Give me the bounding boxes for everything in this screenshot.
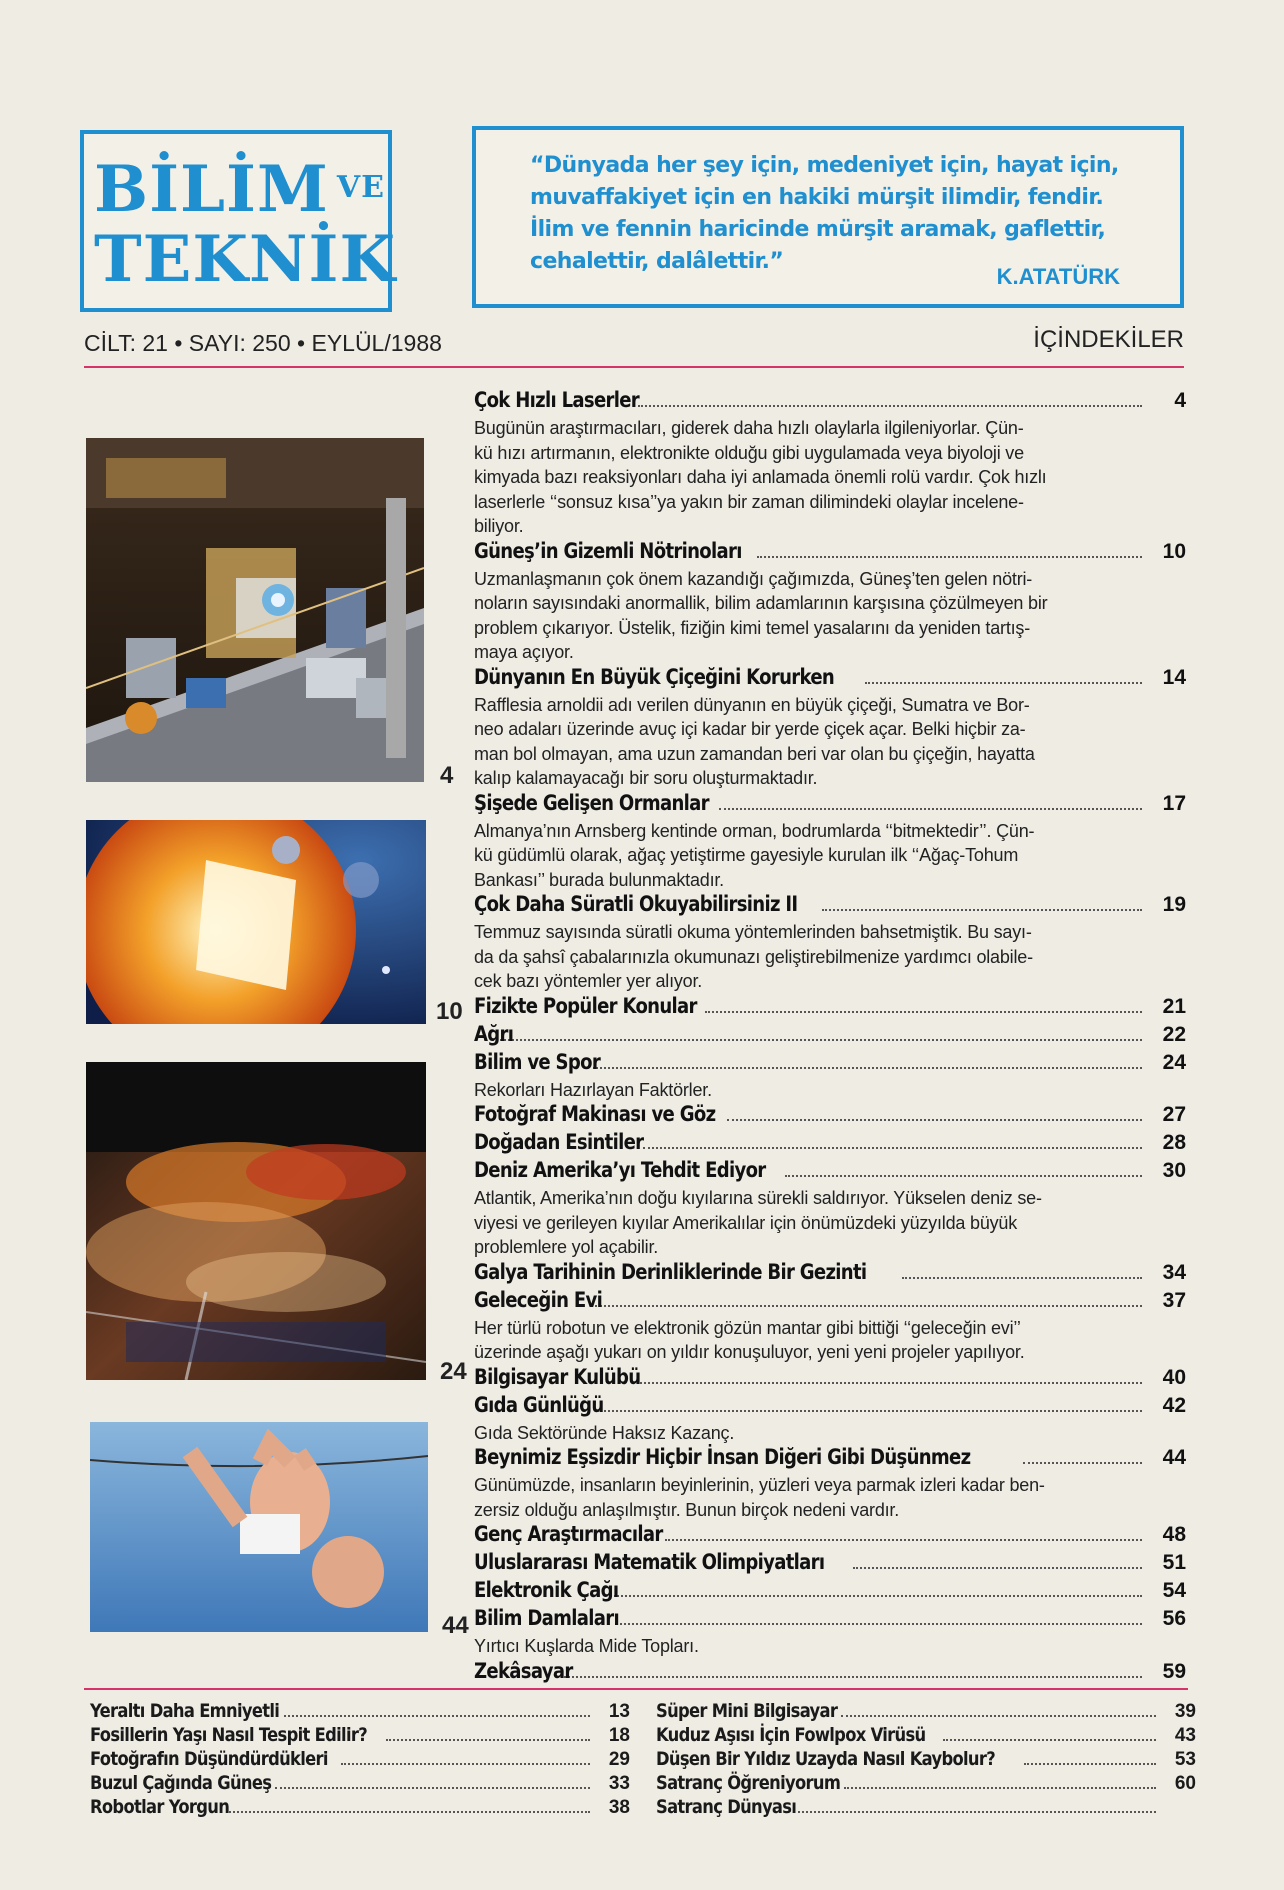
bottom-item-page: 38 xyxy=(608,1797,630,1818)
toc-entry-page: 28 xyxy=(1162,1131,1186,1154)
toc-entry-description: da da şahsî çabalarınızla okumunazı geliştirebilmenize yardımcı olabile- xyxy=(474,946,1033,967)
bottom-item-page: 29 xyxy=(608,1749,630,1770)
dot-leader xyxy=(719,796,1142,810)
baby-hanging-photo xyxy=(90,1422,428,1632)
dot-leader xyxy=(1024,1753,1156,1765)
bottom-list-item xyxy=(90,1700,630,1724)
bottom-list-item xyxy=(90,1724,630,1748)
toc-entry-description: zersiz olduğu anlaşılmıştır. Bunun birçok nedeni vardır. xyxy=(474,1499,900,1520)
dot-leader xyxy=(665,1527,1142,1541)
toc-entry-head xyxy=(474,1606,1186,1634)
toc-entry-title: Dünyanın En Büyük Çiçeğini Korurken xyxy=(474,664,835,689)
toc-entry-description: biliyor. xyxy=(474,516,524,536)
toc-entry-description: Uzmanlaşmanın çok önem kazandığı çağımızda, Güneş’ten gelen nötri- xyxy=(474,568,1033,589)
toc-entry-head xyxy=(474,1260,1186,1288)
toc-entry-page: 24 xyxy=(1162,1050,1186,1074)
toc-entry-description: Almanya’nın Arnsberg kentinde orman, bodrumlarda ‘‘bitmektedir’’. Çün- xyxy=(474,820,1035,841)
dot-leader xyxy=(640,1370,1142,1384)
bottom-item-page: 33 xyxy=(608,1773,630,1794)
toc-entry-page: 54 xyxy=(1162,1579,1186,1602)
quote-author: K.ATATÜRK xyxy=(996,264,1120,289)
dot-leader xyxy=(793,1801,1156,1813)
toc-entry-description: Bugünün araştırmacıları, giderek daha hızlı olaylarla ilgileniyorlar. Çün- xyxy=(474,418,1024,438)
toc-entry xyxy=(474,994,1186,1022)
toc-entry-description: kü hızı artırmanın, elektronikte olduğu gibi uygulamada veya biyoloji ve xyxy=(474,442,1024,463)
toc-entry xyxy=(474,1606,1186,1659)
toc-entry-page: 48 xyxy=(1162,1523,1186,1546)
toc-entry-head xyxy=(474,1022,1186,1050)
toc-entry-description: Yırtıcı Kuşlarda Mide Topları. xyxy=(474,1636,699,1656)
toc-entry xyxy=(474,665,1186,791)
dot-leader xyxy=(614,1583,1142,1597)
toc-entry-title: Deniz Amerika’yı Tehdit Ediyor xyxy=(474,1158,766,1182)
bottom-list-right xyxy=(656,1700,1196,1820)
toc-entry xyxy=(474,1393,1186,1446)
toc-entry xyxy=(474,1550,1186,1578)
toc-entry xyxy=(474,388,1186,539)
toc-entry-description: viyesi ve gerileyen kıyılar Amerikalılar için önümüzdeki yüzyılda büyük xyxy=(474,1212,1018,1233)
bottom-list-item xyxy=(90,1796,630,1820)
bottom-item-title: Kuduz Aşısı İçin Fowlpox Virüsü xyxy=(656,1724,926,1746)
toc-entry-page: 10 xyxy=(1162,539,1186,563)
toc-entry-head xyxy=(474,1522,1186,1550)
toc-entry-head xyxy=(474,1659,1186,1687)
toc-entry-head xyxy=(474,1550,1186,1578)
dot-leader xyxy=(492,1027,1142,1041)
toc-entry-description: kü güdümlü olarak, ağaç yetiştirme gayesiyle kurulan ilk ‘‘Ağaç-Tohum xyxy=(474,845,1019,865)
dot-leader xyxy=(284,1705,590,1717)
dot-leader xyxy=(615,1611,1142,1625)
toc-entry-description: Rekorları Hazırlayan Faktörler. xyxy=(474,1079,712,1100)
bottom-item-title: Buzul Çağında Güneş xyxy=(90,1772,272,1794)
bottom-list-item xyxy=(656,1772,1196,1796)
toc-entry-title: Doğadan Esintiler xyxy=(474,1130,644,1154)
toc-entry-page: 51 xyxy=(1162,1551,1186,1574)
sun-neutrino-illustration xyxy=(86,820,426,1024)
bottom-list-item xyxy=(656,1724,1196,1748)
dot-leader xyxy=(822,897,1142,911)
toc-entry-description: üzerinde aşağı yukarı on yıldır konuşuluyor, yeni yeni projeler yapılıyor. xyxy=(474,1342,1025,1362)
bottom-item-page: 13 xyxy=(608,1701,630,1722)
toc-entry-description: Her türlü robotun ve elektronik gözün mantar gibi bittiği ‘‘geleceğin evi’’ xyxy=(474,1317,1021,1338)
toc-entry xyxy=(474,1365,1186,1393)
logo-line1 xyxy=(94,152,385,227)
laser-lab-photo xyxy=(86,438,424,782)
bottom-item-page: 60 xyxy=(1174,1773,1196,1794)
toc-entry-title: Çok Hızlı Laserler xyxy=(474,388,640,412)
toc-entry-title: Gıda Günlüğü xyxy=(474,1392,604,1417)
toc-entry-title: Şişede Gelişen Ormanlar xyxy=(474,790,709,815)
toc-entry-head xyxy=(474,1445,1186,1473)
toc-entry-title: Elektronik Çağı xyxy=(474,1578,619,1602)
bottom-list-item xyxy=(656,1748,1196,1772)
toc-entry-head xyxy=(474,1578,1186,1606)
quote-text: “Dünyada her şey için, medeniyet için, hayat için, muvaffakiyet için en hakiki mürşit ilimdir, fendir. İlim ve fennin haricinde mürşit aramak, gaflettir, cehalettir, dalâlettir.” xyxy=(530,153,1119,274)
toc-entry xyxy=(474,1050,1186,1103)
dot-leader xyxy=(785,1163,1142,1177)
toc-entry-title: Zekâsayar xyxy=(474,1658,573,1683)
sprinters-photo xyxy=(86,1062,426,1380)
toc-entry xyxy=(474,539,1186,665)
toc-entry-description: Atlantik, Amerika’nın doğu kıyılarına sürekli saldırıyor. Yükselen deniz se- xyxy=(474,1188,1042,1208)
toc-entry-head xyxy=(474,892,1186,920)
toc-entry-description: problem çıkarıyor. Üstelik, fiziğin kimi temel yasalarını da yeniden tartış- xyxy=(474,617,1031,638)
toc-entry xyxy=(474,1102,1186,1130)
photo-number-4: 44 xyxy=(442,1612,469,1639)
bottom-list-item xyxy=(90,1772,630,1796)
toc-entry-description: man bol olmayan, ama uzun zamandan beri var olan bu çiçeğin, hayatta xyxy=(474,743,1035,764)
dot-leader xyxy=(275,1777,590,1789)
photo-number-3: 24 xyxy=(440,1358,467,1385)
toc-entry-description: noların sayısındaki anormallik, bilim adamlarının karşısına çözülmeyen bir xyxy=(474,593,1048,613)
dot-leader xyxy=(943,1729,1156,1741)
bottom-item-title: Fosillerin Yaşı Nasıl Tespit Edilir? xyxy=(90,1724,368,1746)
dot-leader xyxy=(595,1293,1142,1307)
toc-entry-title: Fizikte Popüler Konular xyxy=(474,993,697,1018)
toc-entry-head xyxy=(474,1050,1186,1078)
bottom-item-title: Düşen Bir Yıldız Uzayda Nasıl Kaybolur? xyxy=(656,1748,996,1770)
bottom-list-item xyxy=(656,1796,1196,1820)
dot-leader xyxy=(643,1135,1142,1149)
dot-leader xyxy=(386,1729,590,1741)
logo-line2: TEKNİK xyxy=(94,222,397,297)
toc-entry-title: Uluslararası Matematik Olimpiyatları xyxy=(474,1550,825,1574)
toc-entry-head xyxy=(474,1130,1186,1158)
dot-leader xyxy=(638,393,1142,407)
bottom-list-left xyxy=(90,1700,630,1820)
dot-leader xyxy=(841,1705,1156,1717)
quote-box xyxy=(472,126,1184,308)
toc-entry-description: Günümüzde, insanların beyinlerinin, yüzleri veya parmak izleri kadar ben- xyxy=(474,1475,1045,1495)
bottom-item-page: 43 xyxy=(1174,1725,1196,1746)
toc-entry-page: 56 xyxy=(1162,1607,1186,1630)
toc-entry-description: Gıda Sektöründe Haksız Kazanç. xyxy=(474,1422,735,1443)
toc-entry xyxy=(474,1522,1186,1550)
dot-leader xyxy=(341,1753,590,1765)
toc-entry-description: laserlerle ‘‘sonsuz kısa’’ya yakın bir zaman dilimindeki olaylar incelene- xyxy=(474,491,1024,512)
toc-entry xyxy=(474,1158,1186,1260)
bottom-item-page: 39 xyxy=(1174,1701,1196,1722)
dot-leader xyxy=(865,670,1142,684)
toc-entry xyxy=(474,1659,1186,1687)
bottom-rule xyxy=(84,1688,1188,1690)
toc-entry-head xyxy=(474,1365,1186,1393)
issue-info: CİLT: 21 • SAYI: 250 • EYLÜL/1988 xyxy=(84,330,442,356)
toc-entry-description: neo adaları üzerinde avuç içi kadar bir yerde çiçek açar. Belki hiçbir za- xyxy=(474,719,1026,739)
toc-entry-title: Ağrı xyxy=(474,1021,514,1046)
sprinters-graphic xyxy=(86,1062,426,1380)
toc-entry-description: maya açıyor. xyxy=(474,642,574,662)
toc-entry-page: 30 xyxy=(1162,1159,1186,1182)
bottom-item-title: Satranç Öğreniyorum xyxy=(656,1772,841,1794)
photo-number-1: 4 xyxy=(440,762,454,789)
toc-entry xyxy=(474,1022,1186,1050)
toc-entry-title: Bilim ve Spor xyxy=(474,1049,601,1074)
toc-entry-head xyxy=(474,1288,1186,1316)
dot-leader xyxy=(597,1398,1142,1412)
toc-entry xyxy=(474,1130,1186,1158)
toc-entry-head xyxy=(474,1158,1186,1186)
toc-entry-title: Galya Tarihinin Derinliklerinde Bir Gezinti xyxy=(474,1259,867,1284)
contents-label: İÇİNDEKİLER xyxy=(1033,326,1184,353)
bottom-item-title: Satranç Dünyası xyxy=(656,1796,797,1818)
toc-entry-page: 22 xyxy=(1162,1022,1186,1046)
toc-entry-page: 14 xyxy=(1162,665,1186,689)
bottom-item-title: Yeraltı Daha Emniyetli xyxy=(90,1700,280,1722)
dot-leader xyxy=(561,1664,1142,1678)
toc-entry-page: 40 xyxy=(1162,1365,1186,1389)
sun-graphic xyxy=(86,820,426,1024)
toc-entry-page: 17 xyxy=(1162,791,1186,815)
toc-list xyxy=(474,388,1186,1687)
dot-leader xyxy=(1023,1450,1142,1464)
dot-leader xyxy=(844,1777,1156,1789)
toc-entry-title: Genç Araştırmacılar xyxy=(474,1522,663,1546)
baby-graphic xyxy=(90,1422,428,1632)
toc-entry-head xyxy=(474,539,1186,567)
toc-entry-page: 19 xyxy=(1162,893,1186,916)
toc-entry-title: Bilgisayar Kulübü xyxy=(474,1364,641,1389)
bottom-item-page: 18 xyxy=(608,1725,630,1746)
toc-entry-page: 44 xyxy=(1162,1446,1186,1469)
bottom-list-item xyxy=(656,1700,1196,1724)
dot-leader xyxy=(853,1555,1142,1569)
toc-entry-page: 42 xyxy=(1162,1393,1186,1417)
toc-entry-description: kalıp kalamayacağı bir soru oluşturmaktadır. xyxy=(474,768,818,788)
bottom-item-page: 53 xyxy=(1174,1749,1196,1770)
toc-entry xyxy=(474,1578,1186,1606)
toc-entry-description: cek bazı yöntemler yer alıyor. xyxy=(474,971,703,991)
toc-entry-head xyxy=(474,994,1186,1022)
toc-entry-page: 59 xyxy=(1162,1659,1186,1683)
toc-entry-page: 27 xyxy=(1162,1103,1186,1126)
toc-entry-title: Güneş’in Gizemli Nötrinoları xyxy=(474,538,742,563)
toc-entry-head xyxy=(474,388,1186,416)
toc-entry-page: 4 xyxy=(1174,389,1186,412)
toc-entry-title: Çok Daha Süratli Okuyabilirsiniz II xyxy=(474,892,798,916)
toc-entry-head xyxy=(474,1102,1186,1130)
top-rule xyxy=(84,366,1184,368)
toc-entry-page: 34 xyxy=(1162,1260,1186,1284)
toc-entry-page: 21 xyxy=(1162,994,1186,1018)
bottom-item-title: Robotlar Yorgun xyxy=(90,1796,230,1818)
toc-entry-description: problemlere yol açabilir. xyxy=(474,1237,659,1257)
toc-entry-title: Beynimiz Eşsizdir Hiçbir İnsan Diğeri Gibi Düşünmez xyxy=(474,1445,971,1469)
toc-entry-head xyxy=(474,665,1186,693)
toc-entry-head xyxy=(474,791,1186,819)
logo-word-ve: VE xyxy=(336,170,385,205)
bottom-list-item xyxy=(90,1748,630,1772)
bottom-item-title: Fotoğrafın Düşündürdükleri xyxy=(90,1748,328,1770)
photo-number-2: 10 xyxy=(436,998,463,1025)
dot-leader xyxy=(757,544,1142,558)
toc-entry xyxy=(474,1260,1186,1288)
dot-leader xyxy=(727,1107,1142,1121)
dot-leader xyxy=(226,1801,590,1813)
toc-entry xyxy=(474,892,1186,994)
toc-entry-page: 37 xyxy=(1162,1288,1186,1312)
toc-entry-head xyxy=(474,1393,1186,1421)
toc-entry xyxy=(474,791,1186,893)
toc-entry-title: Geleceğin Evi xyxy=(474,1287,603,1312)
toc-entry-description: Bankası’’ burada bulunmaktadır. xyxy=(474,869,724,890)
toc-entry xyxy=(474,1288,1186,1365)
logo-word-bilim: BİLİM xyxy=(94,152,329,227)
bottom-item-title: Süper Mini Bilgisayar xyxy=(656,1700,838,1722)
dot-leader xyxy=(593,1055,1142,1069)
laser-lab-graphic xyxy=(86,438,424,782)
toc-entry-description: kimyada bazı reaksiyonları daha iyi anlamada önemli rolü vardır. Çok hızlı xyxy=(474,467,1047,487)
toc-entry-title: Fotoğraf Makinası ve Göz xyxy=(474,1102,716,1126)
toc-entry-description: Temmuz sayısında süratli okuma yöntemlerinden bahsetmiştik. Bu sayı- xyxy=(474,922,1032,942)
magazine-logo xyxy=(80,130,397,312)
toc-entry xyxy=(474,1445,1186,1522)
toc-entry-description: Rafflesia arnoldii adı verilen dünyanın en büyük çiçeği, Sumatra ve Bor- xyxy=(474,694,1030,715)
dot-leader xyxy=(705,999,1142,1013)
dot-leader xyxy=(902,1265,1142,1279)
toc-entry-title: Bilim Damlaları xyxy=(474,1606,619,1630)
